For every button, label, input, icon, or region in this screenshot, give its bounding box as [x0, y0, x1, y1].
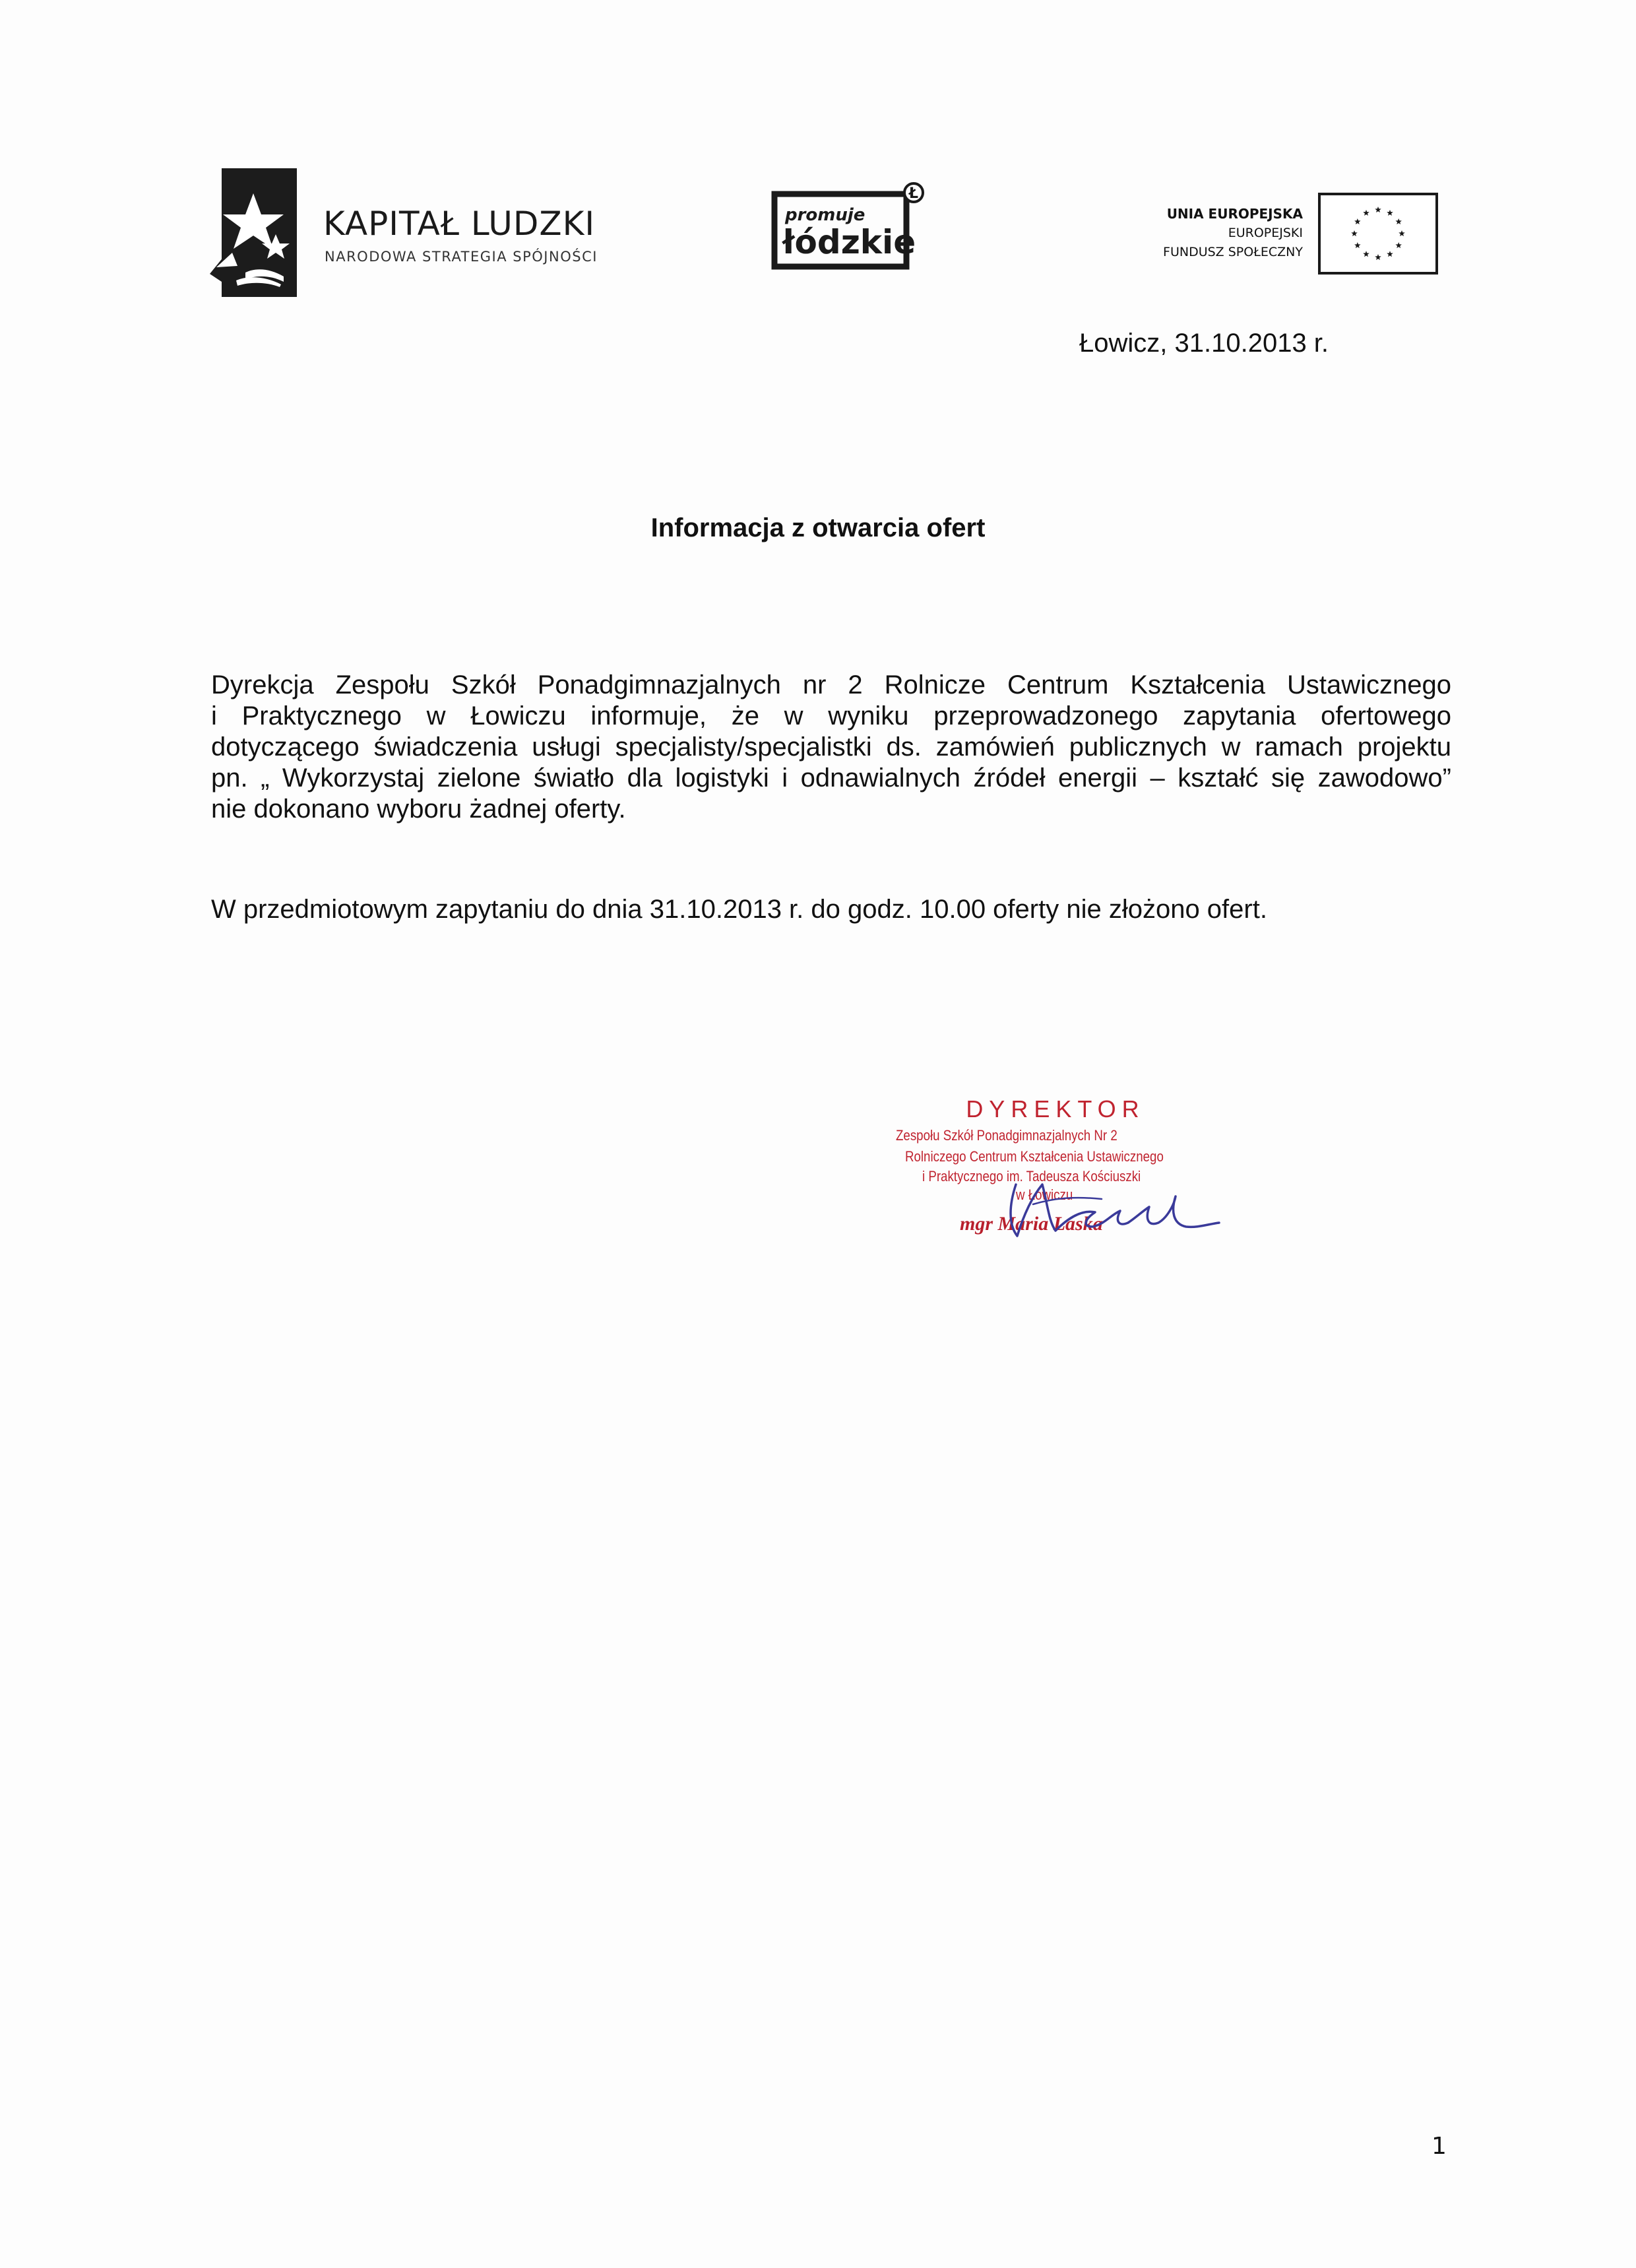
kapital-ludzki-logo: [210, 168, 632, 297]
kapital-ludzki-subtitle: NARODOWA STRATEGIA SPÓJNOŚCI: [325, 249, 598, 265]
body-paragraph-1: [211, 670, 1451, 825]
stamp-line: Rolniczego Centrum Kształcenia Ustawicznego: [905, 1148, 1164, 1165]
stamp-line: Zespołu Szkół Ponadgimnazjalnych Nr 2: [896, 1127, 1117, 1144]
kapital-ludzki-star-logo-icon: [210, 168, 297, 297]
paragraph-line: pn. „ Wykorzystaj zielone światło dla logistyki i odnawialnych źródeł energii – kształć się zawodowo”: [211, 763, 1451, 793]
page-number: 1: [1432, 2133, 1447, 2160]
stamp-line: w Łowiczu: [1016, 1186, 1073, 1203]
paragraph-line: Dyrekcja Zespołu Szkół Ponadgimnazjalnych nr 2 Rolnicze Centrum Kształcenia Ustawicznego: [211, 670, 1451, 699]
stamp-name: mgr Maria Laska: [960, 1213, 1103, 1235]
stamp-heading: DYREKTOR: [966, 1095, 1145, 1122]
handwritten-signature: [970, 1158, 1220, 1244]
lodzkie-logo-icon: [771, 179, 929, 272]
document-date: Łowicz, 31.10.2013 r.: [1079, 329, 1329, 358]
lodzkie-top-word: promuje: [785, 205, 865, 225]
lodzkie-badge: Ł: [908, 185, 919, 202]
paragraph-line: dotyczącego świadczenia usługi specjalisty/specjalistki ds. zamówień publicznych w ramach projektu: [211, 732, 1451, 761]
eu-text-block: [1163, 205, 1303, 262]
eu-logo: [1082, 193, 1438, 278]
lodzkie-main-word: łódzkie: [782, 223, 916, 261]
eu-flag-stars-icon: [1318, 193, 1438, 275]
eu-line-2: EUROPEJSKI: [1228, 226, 1303, 240]
document-title: Informacja z otwarcia ofert: [650, 513, 986, 542]
eu-line-3: FUNDUSZ SPOŁECZNY: [1163, 245, 1303, 259]
paragraph-line: nie dokonano wyboru żadnej oferty.: [211, 794, 626, 824]
body-paragraph-2: W przedmiotowym zapytaniu do dnia 31.10.2013 r. do godz. 10.00 oferty nie złożono ofert.: [211, 895, 1267, 924]
paragraph-line: i Praktycznego w Łowiczu informuje, że w wyniku przeprowadzonego zapytania ofertowego: [211, 701, 1451, 730]
stamp-line: i Praktycznego im. Tadeusza Kościuszki: [922, 1168, 1141, 1184]
lodzkie-logo: [771, 179, 929, 272]
director-stamp: [891, 1095, 1220, 1247]
kapital-ludzki-title: KAPITAŁ LUDZKI: [323, 205, 596, 243]
eu-line-1: UNIA EUROPEJSKA: [1166, 206, 1303, 222]
